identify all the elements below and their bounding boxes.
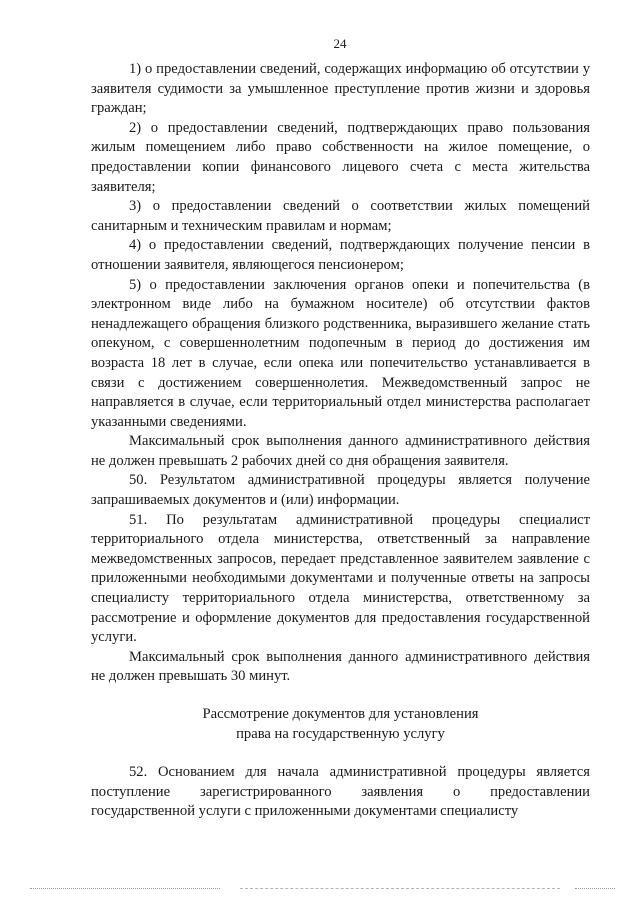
paragraph-deadline-1: Максимальный срок выполнения данного административного действия не должен превышать 2 рабочих дней со дня обращения заявителя. (91, 433, 590, 469)
scan-artifact-line-middle (240, 888, 560, 889)
paragraph-deadline-2: Максимальный срок выполнения данного административного действия не должен превышать 30 минут. (91, 648, 590, 685)
paragraph-clause-52: 52. Основанием для начала административной процедуры является поступление зарегистрированного заявления о предоставлении государственной услуги с приложенными документами специалисту (91, 764, 590, 820)
paragraph-clause-51: 51. По результатам административной процедуры специалист территориального отдела министерства, ответственный за направление межведомственных запросов, передает представленное заявителем заявление с приложенными необходимыми документами и полученные ответы на запросы специалисту территориального отдела министерства, ответственному за рассмотрение и оформление документов для предоставления государственной услуги. (91, 511, 590, 646)
section-heading-line-1: Рассмотрение документов для установления (202, 706, 479, 722)
scan-artifact-line-right (575, 888, 615, 889)
paragraph-clause-50: 50. Результатом административной процедуры является получение запрашиваемых документов и (или) информации. (91, 472, 590, 509)
paragraph-item-5: 5) о предоставлении заключения органов опеки и попечительства (в электронном виде либо на бумажном носителе) об отсутствии фактов ненадлежащего обращения близкого родственника, выразившего желание стать опекуном, с совершеннолетним подопечным в период до достижения им возраста 18 лет в случае, если опека или попечительство устанавливается в связи с достижением совершеннолетия. Межведомственный запрос не направляется в случае, если территориальный отдел министерства располагает указанными сведениями. (91, 276, 590, 430)
paragraph-item-4: 4) о предоставлении сведений, подтверждающих получение пенсии в отношении заявителя, являющегося пенсионером; (91, 237, 590, 273)
paragraph-item-1: 1) о предоставлении сведений, содержащих информацию об отсутствии у заявителя судимости за умышленное преступление против жизни и здоровья граждан; (91, 61, 590, 117)
paragraph-item-2: 2) о предоставлении сведений, подтверждающих право пользования жилым помещением либо право собственности на жилое помещение, о предоставлении копии финансового лицевого счета с места жительства заявителя; (91, 119, 590, 195)
section-heading-line-2: права на государственную услугу (236, 725, 445, 742)
paragraph-item-3: 3) о предоставлении сведений о соответствии жилых помещений санитарным и техническим правилам и нормам; (91, 198, 590, 234)
scan-artifact-line-left (30, 888, 220, 889)
document-body (91, 60, 590, 822)
page-number: 24 (333, 36, 347, 51)
section-heading (91, 705, 590, 744)
